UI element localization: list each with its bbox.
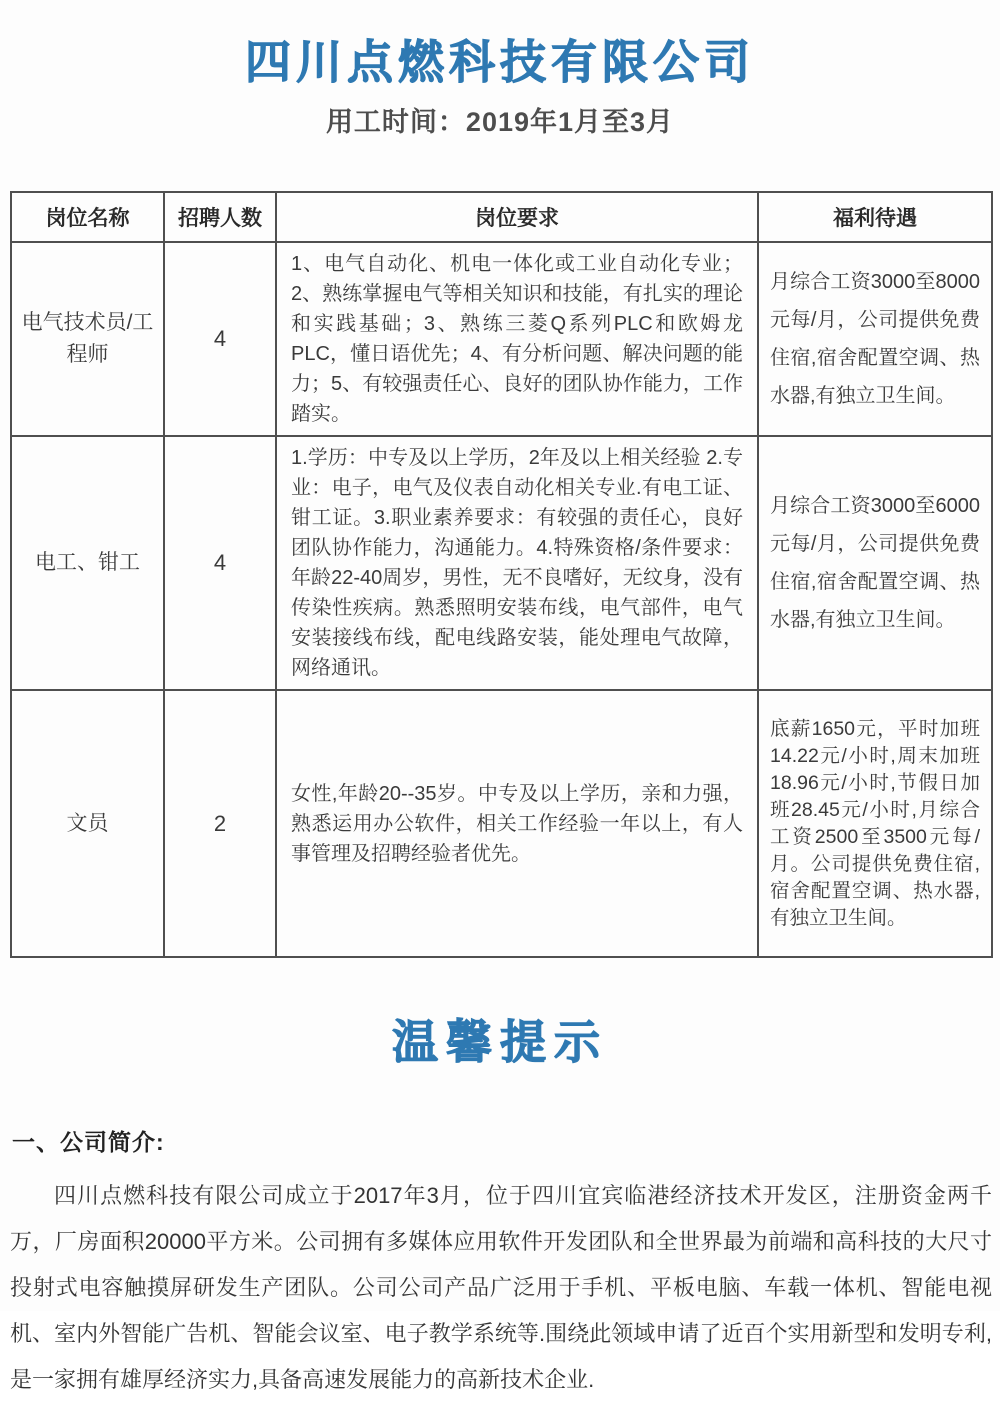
- cell-requirements: 女性,年龄20--35岁。中专及以上学历，亲和力强，熟悉运用办公软件，相关工作经验一年以上，有人事管理及招聘经验者优先。: [276, 690, 758, 957]
- page-title: 四川点燃科技有限公司: [245, 36, 755, 88]
- notice-title: 温馨提示: [392, 1016, 608, 1068]
- cell-requirements: 1、电气自动化、机电一体化或工业自动化专业；2、熟练掌握电气等相关知识和技能，有扎实的理论和实践基础；3、熟练三菱Q系列PLC和欧姆龙PLC，懂日语优先；4、有分析问题、解决问题的能力；5、有较强责任心、良好的团队协作能力，工作踏实。: [276, 242, 758, 436]
- table-row-electrical-technician: [11, 242, 992, 436]
- jobs-table: [10, 191, 993, 958]
- table-row-electrician-fitter: [11, 436, 992, 690]
- cell-benefits: 月综合工资3000至8000元每/月，公司提供免费住宿,宿舍配置空调、热水器,有独立卫生间。: [758, 242, 992, 436]
- cell-headcount: 4: [164, 436, 276, 690]
- employment-period-subtitle: 用工时间：2019年1月至3月: [325, 107, 675, 137]
- header-row: [11, 192, 992, 242]
- column-header-position: 岗位名称: [11, 192, 164, 242]
- cell-benefits: 底薪1650元，平时加班14.22元/小时,周末加班18.96元/小时,节假日加班28.45元/小时,月综合工资2500至3500元每/月。公司提供免费住宿,宿舍配置空调、热水器,有独立卫生间。: [758, 690, 992, 957]
- column-header-headcount: 招聘人数: [164, 192, 276, 242]
- jobs-table-header: [11, 192, 992, 242]
- company-intro-paragraph: 四川点燃科技有限公司成立于2017年3月，位于四川宜宾临港经济技术开发区，注册资金两千万，厂房面积20000平方米。公司拥有多媒体应用软件开发团队和全世界最为前端和高科技的大尺寸投射式电容触摸屏研发生产团队。公司公司产品广泛用于手机、平板电脑、车载一体机、智能电视机、室内外智能广告机、智能会议室、电子教学系统等.围绕此领域申请了近百个实用新型和发明专利,是一家拥有雄厚经济实力,具备高速发展能力的高新技术企业.: [10, 1183, 992, 1392]
- cell-requirements: 1.学历：中专及以上学历，2年及以上相关经验 2.专业：电子，电气及仪表自动化相关专业.有电工证、钳工证。3.职业素养要求：有较强的责任心，良好团队协作能力，沟通能力。4.特殊资格/条件要求：年龄22-40周岁，男性，无不良嗜好，无纹身，没有传染性疾病。熟悉照明安装布线，电气部件，电气安装接线布线，配电线路安装，能处理电气故障，网络通讯。: [276, 436, 758, 690]
- jobs-table-body: [11, 242, 992, 957]
- table-row-clerk: [11, 690, 992, 957]
- cell-headcount: 2: [164, 690, 276, 957]
- company-intro-heading: 一、公司简介:: [12, 1129, 165, 1155]
- column-header-requirements: 岗位要求: [276, 192, 758, 242]
- header: [0, 0, 1000, 139]
- cell-position: 文员: [11, 690, 164, 957]
- cell-headcount: 4: [164, 242, 276, 436]
- cell-benefits: 月综合工资3000至6000元每/月，公司提供免费住宿,宿舍配置空调、热水器,有独立卫生间。: [758, 436, 992, 690]
- cell-position: 电气技术员/工程师: [11, 242, 164, 436]
- notice-section: [0, 1006, 1000, 1403]
- cell-position: 电工、钳工: [11, 436, 164, 690]
- column-header-benefits: 福利待遇: [758, 192, 992, 242]
